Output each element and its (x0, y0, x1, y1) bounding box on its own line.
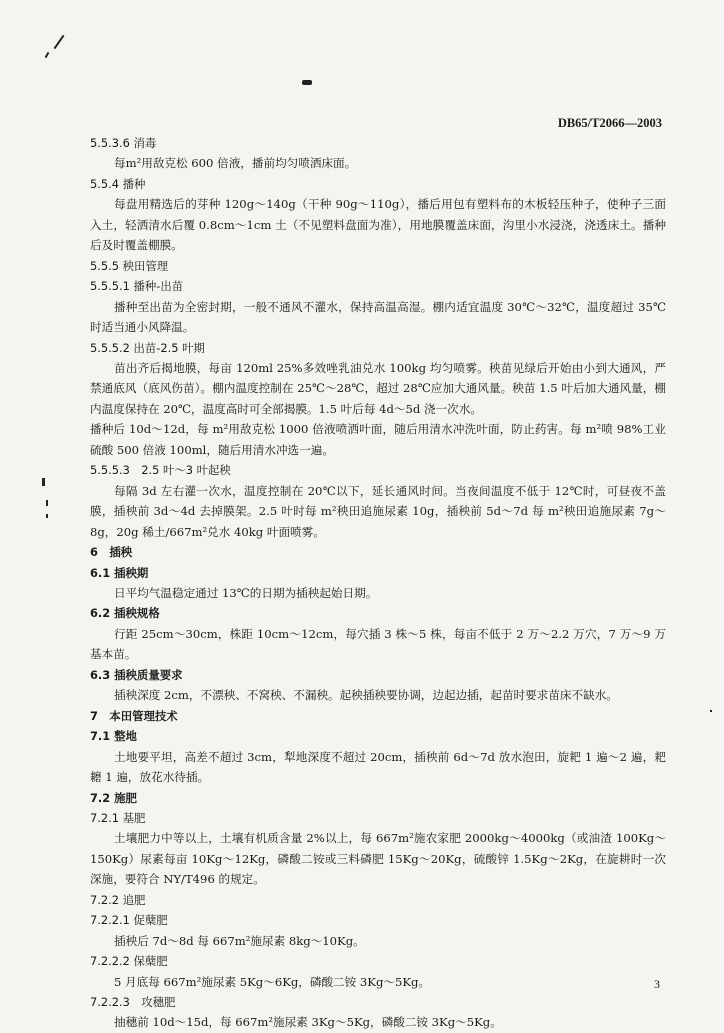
paragraph: 苗出齐后揭地膜，每亩 120ml 25%多效唑乳油兑水 100kg 均匀喷雾。秧苗见绿后开始由小到大通风，严禁通底风（底风伤苗）。棚内温度控制在 25℃～28℃，超过 28℃应加大通风量。秧苗 1.5 叶后加大通风量，棚内温度保持在 20℃，温度高时可全部揭膜。1.5 叶后每 4d～5d 浇一次水。 (90, 360, 666, 416)
section-heading: 7.2.2.2 保蘖肥 (90, 954, 168, 969)
scan-mark (45, 52, 50, 58)
page-number: 3 (654, 977, 660, 991)
section-heading: 7.2.2.3 攻穗肥 (90, 995, 176, 1010)
paragraph: 每m²用敌克松 600 倍液，播前均匀喷洒床面。 (114, 156, 357, 171)
paragraph: 插秧深度 2cm，不漂秧、不窝秧、不漏秧。起秧插秧要协调，边起边插，起苗时要求苗床不缺水。 (114, 688, 618, 703)
section-heading: 5.5.5.1 播种-出苗 (90, 279, 184, 294)
scan-mark (710, 710, 712, 712)
section-heading: 7.2.1 基肥 (90, 810, 146, 825)
paragraph: 日平均气温稳定通过 13℃的日期为插秧起始日期。 (114, 585, 378, 600)
document-body (90, 133, 666, 1033)
section-heading: 6 插秧 (90, 545, 133, 560)
document-id: DB65/T2066—2003 (557, 116, 662, 130)
section-heading: 5.5.5 秧田管理 (90, 258, 169, 273)
scan-mark (46, 514, 48, 518)
section-heading: 6.1 插秧期 (90, 565, 149, 580)
scan-mark (42, 478, 45, 486)
section-heading: 5.5.4 播种 (90, 176, 146, 191)
paragraph: 土壤肥力中等以上，土壤有机质含量 2%以上，每 667m²施农家肥 2000kg～4000kg（或油渣 100Kg～150Kg）尿素每亩 10Kg～12Kg，磷酸二铵或三料磷肥 15Kg～20Kg，硫酸锌 1.5Kg～2Kg，在旋耕时一次深施，要符合 NY/T496 的规定。 (90, 831, 666, 887)
paragraph: 播种至出苗为全密封期，一般不通风不灌水，保持高温高湿。棚内适宜温度 30℃～32℃，温度超过 35℃时适当通小风降温。 (90, 299, 666, 335)
section-heading: 5.5.5.2 出苗-2.5 叶期 (90, 340, 205, 355)
paragraph: 土地要平坦，高差不超过 3cm，犁地深度不超过 20cm，插秧前 6d～7d 放水泡田，旋耙 1 遍～2 遍，耙耱 1 遍，放花水待插。 (90, 749, 666, 785)
section-heading: 7.2.2.1 促蘖肥 (90, 913, 168, 928)
paragraph: 5 月底每 667m²施尿素 5Kg～6Kg，磷酸二铵 3Kg～5Kg。 (114, 974, 431, 989)
section-heading: 7.1 整地 (90, 729, 137, 744)
scan-mark (46, 500, 48, 506)
paragraph: 插秧后 7d～8d 每 667m²施尿素 8kg～10Kg。 (114, 933, 365, 948)
section-heading: 5.5.5.3 2.5 叶～3 叶起秧 (90, 463, 231, 478)
scan-mark (302, 80, 312, 85)
section-heading: 7.2 施肥 (90, 790, 137, 805)
section-heading: 5.5.3.6 消毒 (90, 136, 157, 150)
section-heading: 7 本田管理技术 (90, 708, 178, 723)
section-heading: 6.2 插秧规格 (90, 606, 160, 621)
section-heading: 6.3 插秧质量要求 (90, 667, 183, 682)
scan-mark (54, 35, 65, 49)
paragraph: 每盘用精选后的芽种 120g～140g（干种 90g～110g），播后用包有塑料布的木板轻压种子，使种子三面入土，轻洒清水后覆 0.8cm～1cm 土（不见塑料盘面为准），用地膜覆盖床面，沟里小水浸浇，浇透床土。播种后及时覆盖棚膜。 (90, 197, 666, 253)
paragraph: 行距 25cm～30cm，株距 10cm～12cm，每穴插 3 株～5 株，每亩不低于 2 万～2.2 万穴，7 万～9 万基本苗。 (90, 626, 666, 662)
paragraph: 播种后 10d～12d，每 m²用敌克松 1000 倍液喷洒叶面，随后用清水冲洗叶面，防止药害。每 m²喷 98%工业硫酸 500 倍液 100ml，随后用清水冲选一遍。 (90, 422, 666, 457)
section-heading: 7.2.2 追肥 (90, 892, 146, 907)
paragraph: 每隔 3d 左右灌一次水，温度控制在 20℃以下，延长通风时间。当夜间温度不低于 12℃时，可昼夜不盖膜，插秧前 3d～4d 去掉膜架。2.5 叶时每 m²秧田追施尿素 10g，插秧前 5d～7d 每 m²秧田追施尿素 7g～8g，20g 稀土/667m²兑水 40kg 叶面喷雾。 (90, 483, 666, 539)
paragraph: 抽穗前 10d～15d，每 667m²施尿素 3Kg～5Kg，磷酸二铵 3Kg～5Kg。 (114, 1015, 502, 1030)
